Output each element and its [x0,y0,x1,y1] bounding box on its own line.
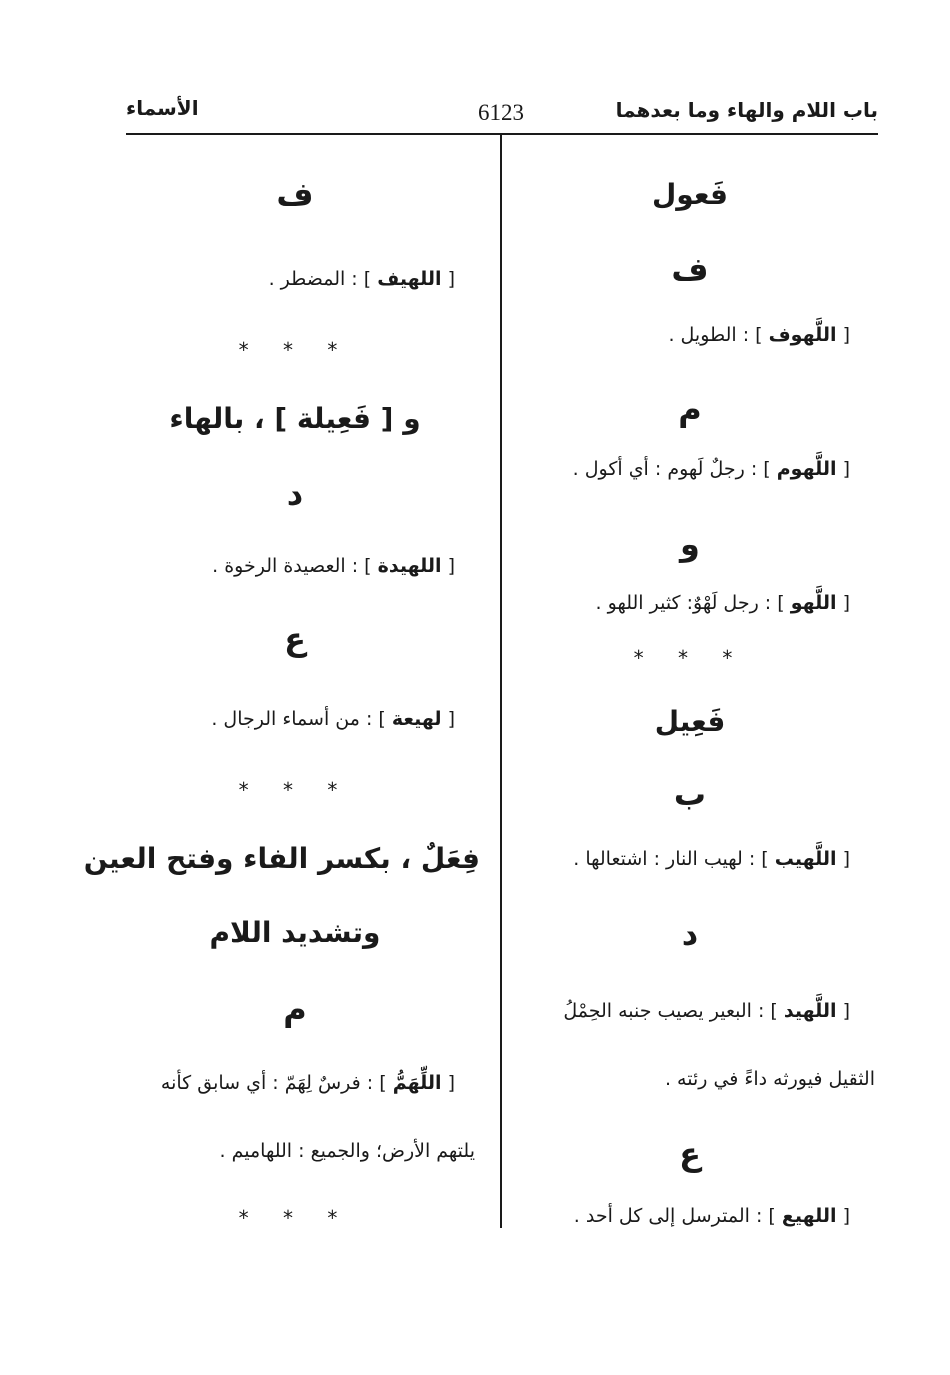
letter-heading: م [678,390,702,428]
dictionary-entry: [ اللهيف ] : المضطر . [268,268,455,290]
section-title: الأسماء [126,96,199,120]
section-separator: * * * [633,646,747,670]
pattern-heading: فِعَلٌ ، بكسر الفاء وفتح العين [83,842,480,875]
pattern-heading-continuation: وتشديد اللام [209,916,381,949]
dictionary-entry: [ اللهيع ] : المترسل إلى كل أحد . [573,1205,850,1227]
pattern-heading: فَعِيل [654,705,726,738]
entry-definition: : لهيب النار : اشتعالها . [573,848,756,870]
page-number: 6123 [478,100,524,125]
entry-headword: اللَّهيب [774,848,837,870]
letter-heading: ف [276,175,314,213]
entry-headword: اللَّهيد [783,1000,837,1022]
entry-definition: : فرسٌ لِهَمّ : أي سابق كأنه [160,1072,374,1094]
dictionary-entry: [ اللِّهَمُّ ] : فرسٌ لِهَمّ : أي سابق كأنه [160,1072,455,1094]
entry-headword: اللَّهوف [768,324,837,346]
entry-headword: اللهيدة [377,555,442,577]
letter-heading: ب [673,775,707,813]
entry-definition: : المترسل إلى كل أحد . [573,1205,763,1227]
entry-definition: : رجلٌ لَهوم : أي أكول . [572,458,758,480]
entry-definition: : رجل لَهْوٌ: كثير اللهو . [595,592,772,614]
letter-heading: ع [679,1135,701,1173]
section-separator: * * * [238,778,352,802]
column-divider [500,133,502,1228]
entry-definition: : الطويل . [668,324,750,346]
letter-heading: ف [671,250,709,288]
dictionary-entry: [ اللَّهوم ] : رجلٌ لَهوم : أي أكول . [572,458,850,480]
dictionary-entry: [ لهيعة ] : من أسماء الرجال . [211,708,455,730]
entry-definition: : البعير يصيب جنبه الحِمْلُ [563,1000,765,1022]
right-column [505,0,875,1375]
entry-headword: اللَّهو [790,592,837,614]
dictionary-entry: [ اللَّهو ] : رجل لَهْوٌ: كثير اللهو . [595,592,850,614]
letter-heading: ع [284,620,306,658]
section-separator: * * * [238,1206,352,1230]
entry-headword: اللَّهوم [776,458,837,480]
entry-headword: لهيعة [391,708,442,730]
entry-continuation: يلتهم الأرض؛ والجميع : اللهاميم . [219,1140,475,1162]
entry-headword: اللهيف [377,268,442,290]
pattern-heading: فَعول [652,178,728,211]
entry-definition: : من أسماء الرجال . [211,708,373,730]
dictionary-entry: [ اللَّهوف ] : الطويل . [668,324,850,346]
entry-headword: اللِّهَمُّ [392,1072,442,1094]
letter-heading: د [681,915,699,953]
entry-definition: : العصيدة الرخوة . [212,555,359,577]
letter-heading: و [680,525,700,563]
entry-continuation: الثقيل فيورثه داءً في رئته . [664,1068,875,1090]
section-separator: * * * [238,338,352,362]
pattern-heading: و [ فَعِيلة ] ، بالهاء [169,402,421,435]
letter-heading: م [283,990,307,1028]
entry-headword: اللهيع [781,1205,837,1227]
dictionary-entry: [ اللَّهيد ] : البعير يصيب جنبه الحِمْلُ [563,1000,850,1022]
letter-heading: د [286,475,304,513]
chapter-title: باب اللام والهاء وما بعدهما [615,98,878,122]
entry-definition: : المضطر . [268,268,358,290]
dictionary-entry: [ اللَّهيب ] : لهيب النار : اشتعالها . [573,848,850,870]
dictionary-entry: [ اللهيدة ] : العصيدة الرخوة . [212,555,455,577]
left-column [83,0,480,1375]
